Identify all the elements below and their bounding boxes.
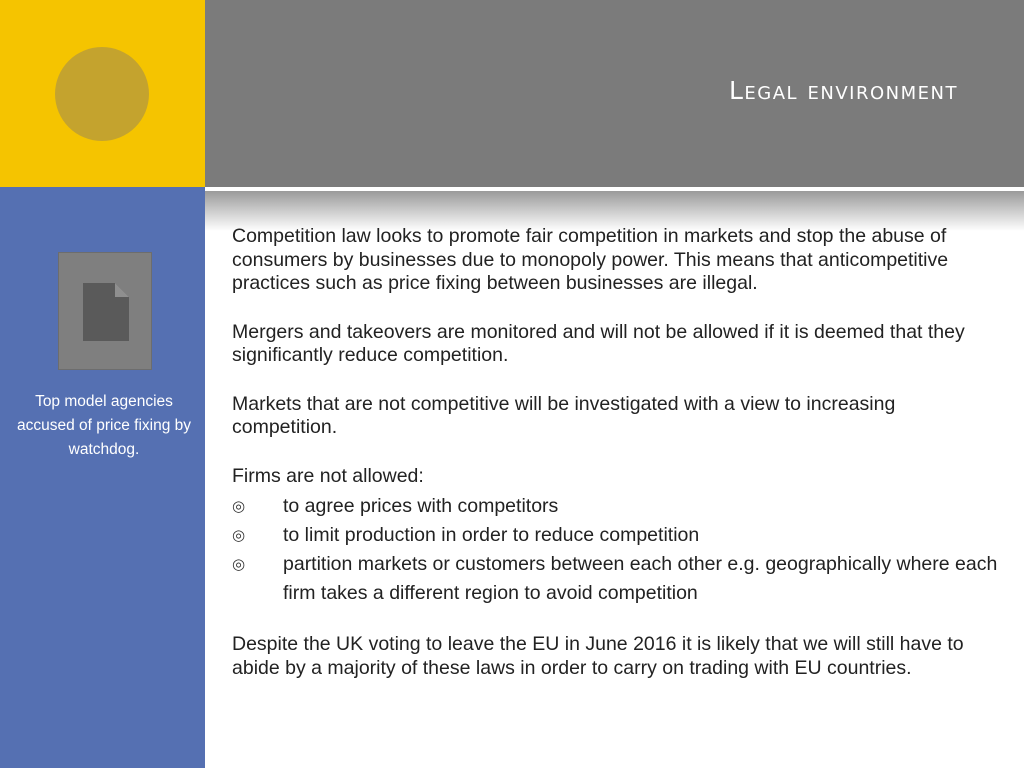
left-top-panel bbox=[0, 0, 205, 187]
image-caption: Top model agencies accused of price fixing by watchdog. bbox=[16, 393, 192, 458]
document-icon bbox=[81, 281, 131, 343]
list-item bbox=[232, 550, 1002, 608]
paragraph-firms-intro: Firms are not allowed: bbox=[232, 464, 424, 487]
slide-title: Legal environment bbox=[728, 76, 958, 105]
image-placeholder bbox=[58, 252, 152, 370]
list-item bbox=[232, 492, 1002, 521]
paragraph-markets: Markets that are not competitive will be investigated with a view to increasing competition. bbox=[232, 392, 896, 438]
list-item-text: to limit production in order to reduce competition bbox=[283, 524, 700, 546]
circle-bullet-icon: ◎ bbox=[232, 556, 246, 573]
decorative-circle bbox=[55, 47, 149, 141]
paragraph-competition-law: Competition law looks to promote fair competition in markets and stop the abuse of consumers by businesses due to monopoly power. This means that anticompetitive practices such as price fixing between businesses are illegal. bbox=[232, 225, 949, 294]
header-bar bbox=[205, 0, 1024, 187]
paragraph-mergers: Mergers and takeovers are monitored and will not be allowed if it is deemed that they significantly reduce competition. bbox=[232, 320, 965, 366]
list-item-text: to agree prices with competitors bbox=[283, 495, 559, 517]
paragraph-eu: Despite the UK voting to leave the EU in June 2016 it is likely that we will still have to abide by a majority of these laws in order to carry on trading with EU countries. bbox=[232, 633, 964, 679]
bullet-list bbox=[232, 492, 1002, 608]
list-item bbox=[232, 521, 1002, 550]
list-item-text: partition markets or customers between each other e.g. geographically where each firm takes a different region to avoid competition bbox=[283, 553, 998, 604]
slide-body bbox=[232, 225, 1002, 705]
circle-bullet-icon: ◎ bbox=[232, 527, 246, 544]
circle-bullet-icon: ◎ bbox=[232, 498, 246, 515]
